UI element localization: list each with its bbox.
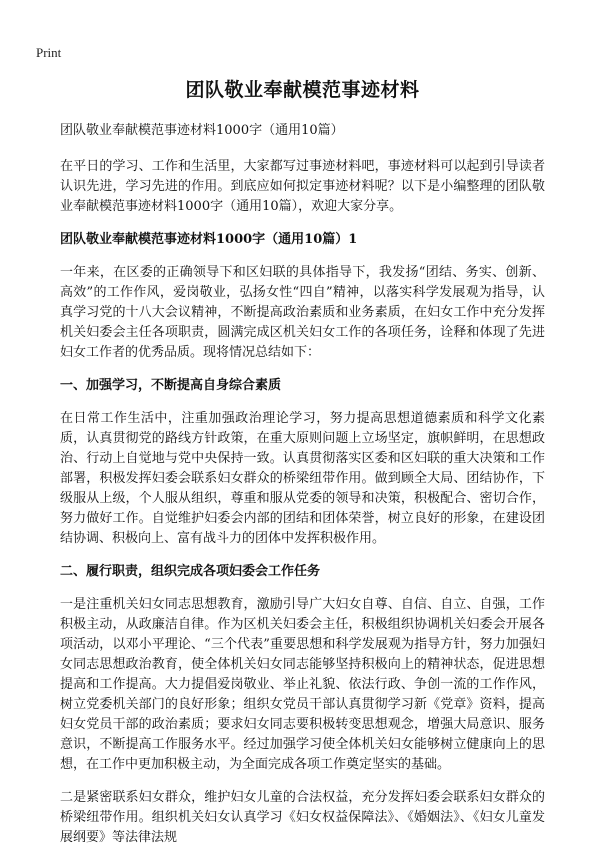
intro-paragraph: 在平日的学习、工作和生活里，大家都写过事迹材料吧，事迹材料可以起到引导读者认识先进，学习先进的作用。到底应如何拟定事迹材料呢？以下是小编整理的团队敬业奉献模范事迹材料1000字（通用10篇），欢迎大家分享。 xyxy=(60,159,545,214)
section-2-paragraph-2: 二是紧密联系妇女群众，维护妇女儿童的合法权益，充分发挥妇委会联系妇女群众的桥梁纽带作用。组织机关妇女认真学习《妇女权益保障法》、《婚姻法》、《妇女儿童发展纲要》等法律法规 xyxy=(60,790,545,845)
section-1-paragraph: 在日常工作生活中，注重加强政治理论学习，努力提高思想道德素质和科学文化素质，认真贯彻党的路线方针政策，在重大原则问题上立场坚定，旗帜鲜明，在思想政治、行动上自觉地与党中央保持一致。认真贯彻落实区委和区妇联的重大决策和工作部署，积极发挥妇委会联系妇女群众的桥梁纽带作用。做到顾全大局、团结协作，下级服从上级，个人服从组织，尊重和服从党委的领导和决策，积极配合、密切合作，努力做好工作。自觉维护妇委会内部的团结和团体荣誉，树立良好的形象，在建设团结协调、积极向上、富有战斗力的团体中发挥积极作用。 xyxy=(60,411,545,546)
section-2-paragraph-1: 一是注重机关妇女同志思想教育，激励引导广大妇女自尊、自信、自立、自强，工作积极主动，从政廉洁自律。作为区机关妇委会主任，积极组织协调机关妇委会开展各项活动，以邓小平理论、“三个代表”重要思想和科学发展观为指导方针，努力加强妇女同志思想政治教育，使全体机关妇女同志能够坚持积极向上的精神状态，促进思想提高和工作提高。大力提倡爱岗敬业、举止礼貌、依法行政、争创一流的工作作风，树立党委机关部门的良好形象；组织女党员干部认真贯彻学习新《党章》资料，提高妇女党员干部的政治素质；要求妇女同志要积极转变思想观念，增强大局意识、服务意识，不断提高工作服务水平。经过加强学习使全体机关妇女能够树立健康向上的思想，在工作中更加积极主动，为全面完成各项工作奠定坚实的基础。 xyxy=(60,597,545,772)
section-1-heading: 一、加强学习，不断提高自身综合素质 xyxy=(60,378,282,393)
document-title: 团队敬业奉献模范事迹材料 xyxy=(185,79,420,101)
paragraph-1: 一年来，在区委的正确领导下和区妇联的具体指导下，我发扬“团结、务实、创新、高效”的工作作风，爱岗敬业，弘扬女性“四自”精神，以落实科学发展观为指导，认真学习党的十八大会议精神，不断提高政治素质和业务素质，在妇女工作中充分发挥机关妇委会主任各项职责，圆满完成区机关妇女工作的各项任务，诠释和体现了先进妇女工作者的优秀品质。现将情况总结如下： xyxy=(60,265,545,360)
print-label: Print xyxy=(36,45,62,60)
section-2-heading: 二、履行职责，组织完成各项妇委会工作任务 xyxy=(60,564,321,579)
article-heading: 团队敬业奉献模范事迹材料1000字（通用10篇）1 xyxy=(60,232,358,247)
document-body xyxy=(60,76,545,861)
document-subtitle: 团队敬业奉献模范事迹材料1000字（通用10篇） xyxy=(60,123,344,138)
